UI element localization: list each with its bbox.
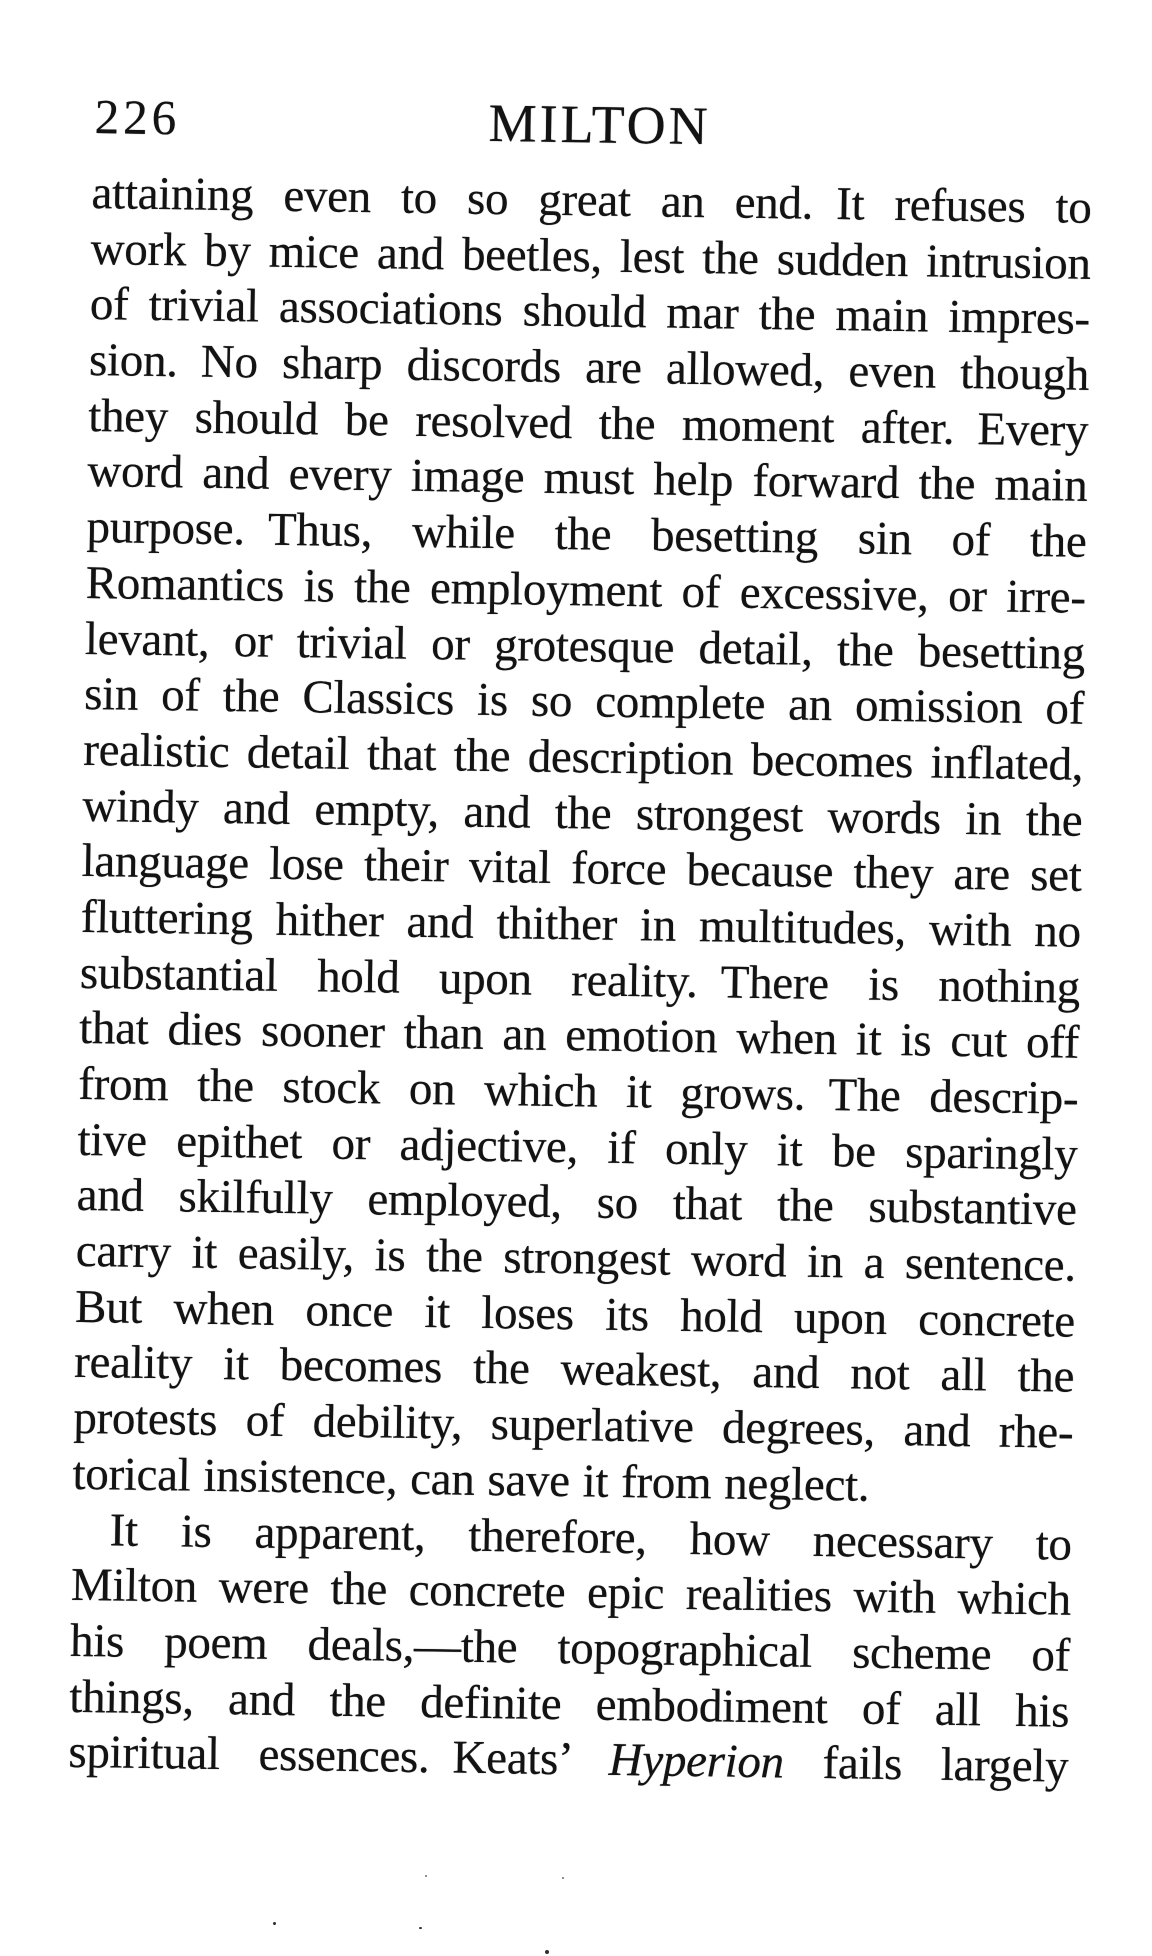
text-line: attaining even to so great an end. It refuses to	[91, 166, 1092, 234]
text-line: language lose their vital force because they are set	[81, 835, 1082, 903]
italic-book-title: Hyperion	[608, 1734, 785, 1789]
text-line: tive epithet or adjective, if only it be sparingly	[77, 1113, 1078, 1181]
text-line: realistic detail that the description becomes inflated,	[82, 723, 1084, 791]
text-line: sion. No sharp discords are allowed, even though	[88, 334, 1090, 401]
ink-speck	[419, 1927, 422, 1929]
text-line: from the stock on which it grows. The descrip-	[77, 1057, 1079, 1125]
body-text	[68, 166, 1092, 1796]
ink-speck	[425, 1875, 427, 1877]
text-line: But when once it loses its hold upon concrete	[74, 1280, 1076, 1348]
text-line: fluttering hither and thither in multitudes, with no	[80, 890, 1082, 958]
text-line: purpose. Thus, while the besetting sin of the	[86, 501, 1087, 568]
page-number: 226	[94, 89, 181, 146]
text-line: word and every image must help forward the main	[87, 445, 1088, 513]
ink-speck	[545, 1950, 549, 1954]
text-line: levant, or trivial or grotesque detail, the besetting	[84, 612, 1086, 680]
text-line: things, and the definite embodiment of all his	[68, 1670, 1070, 1738]
running-title: MILTON	[488, 92, 712, 157]
text-line-paragraph-start: It is apparent, therefore, how necessary to	[109, 1503, 1073, 1571]
text-line: Romantics is the employment of excessive, or irre-	[85, 556, 1087, 624]
text-line: reality it becomes the weakest, and not all the	[73, 1336, 1075, 1404]
text-line: Milton were the concrete epic realities with which	[70, 1559, 1072, 1626]
text-line: work by mice and beetles, lest the sudden intrusion	[90, 222, 1092, 290]
text-line: windy and empty, and the strongest words in the	[82, 779, 1083, 847]
last-line-post: fails largely	[783, 1736, 1069, 1793]
ink-speck	[273, 1922, 276, 1925]
text-line: substantial hold upon reality. There is nothing	[79, 946, 1081, 1014]
text-line-paragraph-end: torical insistence, can save it from neglect.	[72, 1447, 870, 1512]
ink-speck	[562, 1877, 564, 1879]
text-line: his poem deals,—the topographical scheme of	[69, 1614, 1071, 1682]
text-line: of trivial associations should mar the main impres-	[89, 278, 1091, 346]
text-line: that dies sooner than an emotion when it is cut off	[78, 1002, 1080, 1070]
text-line: they should be resolved the moment after. Every	[87, 389, 1089, 457]
text-line: protests of debility, superlative degrees, and rhe-	[73, 1391, 1074, 1459]
last-line-pre: spiritual essences. Keats’	[68, 1726, 610, 1787]
text-line: sin of the Classics is so complete an omission of	[83, 668, 1085, 735]
text-line: carry it easily, is the strongest word in a sentence.	[75, 1224, 1077, 1292]
text-line: and skilfully employed, so that the substantive	[76, 1169, 1078, 1237]
